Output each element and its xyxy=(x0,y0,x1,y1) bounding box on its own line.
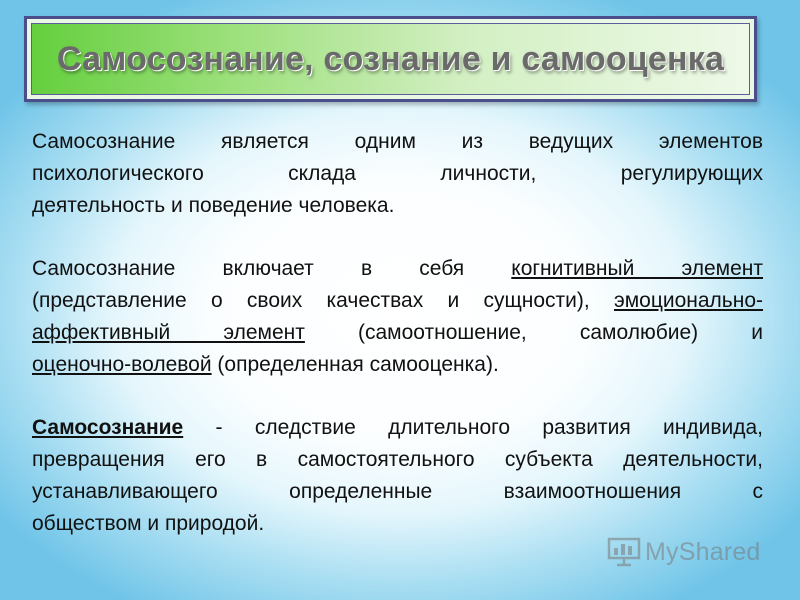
paragraph-2-line-2 xyxy=(32,285,763,317)
paragraph-3-line-4: обществом и природой. xyxy=(32,512,265,535)
affective-element-term: аффективный элемент xyxy=(32,321,305,344)
self-awareness-term: Самосознание xyxy=(32,416,184,439)
paragraph-1-line-2: психологического склада личности, регулирующих xyxy=(32,162,763,185)
slide-body xyxy=(32,126,763,571)
paragraph-2-text: Самосознание включает в себя xyxy=(32,257,512,280)
paragraph-2-text: (представление о своих качествах и сущности), xyxy=(32,289,614,312)
watermark-text: MyShared xyxy=(645,537,761,566)
paragraph-3-line-2: превращения его в самостоятельного субъекта деятельности, xyxy=(32,448,763,471)
paragraph-3-text: - следствие длительного развития индивида, xyxy=(183,416,763,439)
paragraph-1 xyxy=(32,126,763,222)
volitional-element-term: оценочно-волевой xyxy=(32,353,212,376)
paragraph-3-line-3: устанавливающего определенные взаимоотношения с xyxy=(32,480,763,503)
slide-title: Самосознание, сознание и самооценка xyxy=(56,39,725,78)
paragraph-2-line-4 xyxy=(32,349,763,381)
paragraph-2-text: (самоотношение, самолюбие) и xyxy=(304,321,763,344)
paragraph-2-text: (определенная самооценка). xyxy=(211,353,499,376)
paragraph-2 xyxy=(32,253,763,381)
paragraph-2-line-3 xyxy=(32,317,763,349)
paragraph-2-line-1 xyxy=(32,253,763,285)
presentation-board-icon xyxy=(607,537,641,567)
paragraph-3-line-1 xyxy=(32,412,763,444)
title-frame xyxy=(24,16,757,102)
paragraph-1-line-3: деятельность и поведение человека. xyxy=(32,194,395,217)
cognitive-element-term: когнитивный элемент xyxy=(511,257,763,280)
emotional-element-term: эмоционально- xyxy=(613,289,763,312)
myshared-watermark xyxy=(607,537,761,567)
title-banner xyxy=(31,23,750,95)
paragraph-1-line-1: Самосознание является одним из ведущих элементов xyxy=(32,130,763,153)
paragraph-3 xyxy=(32,412,763,540)
